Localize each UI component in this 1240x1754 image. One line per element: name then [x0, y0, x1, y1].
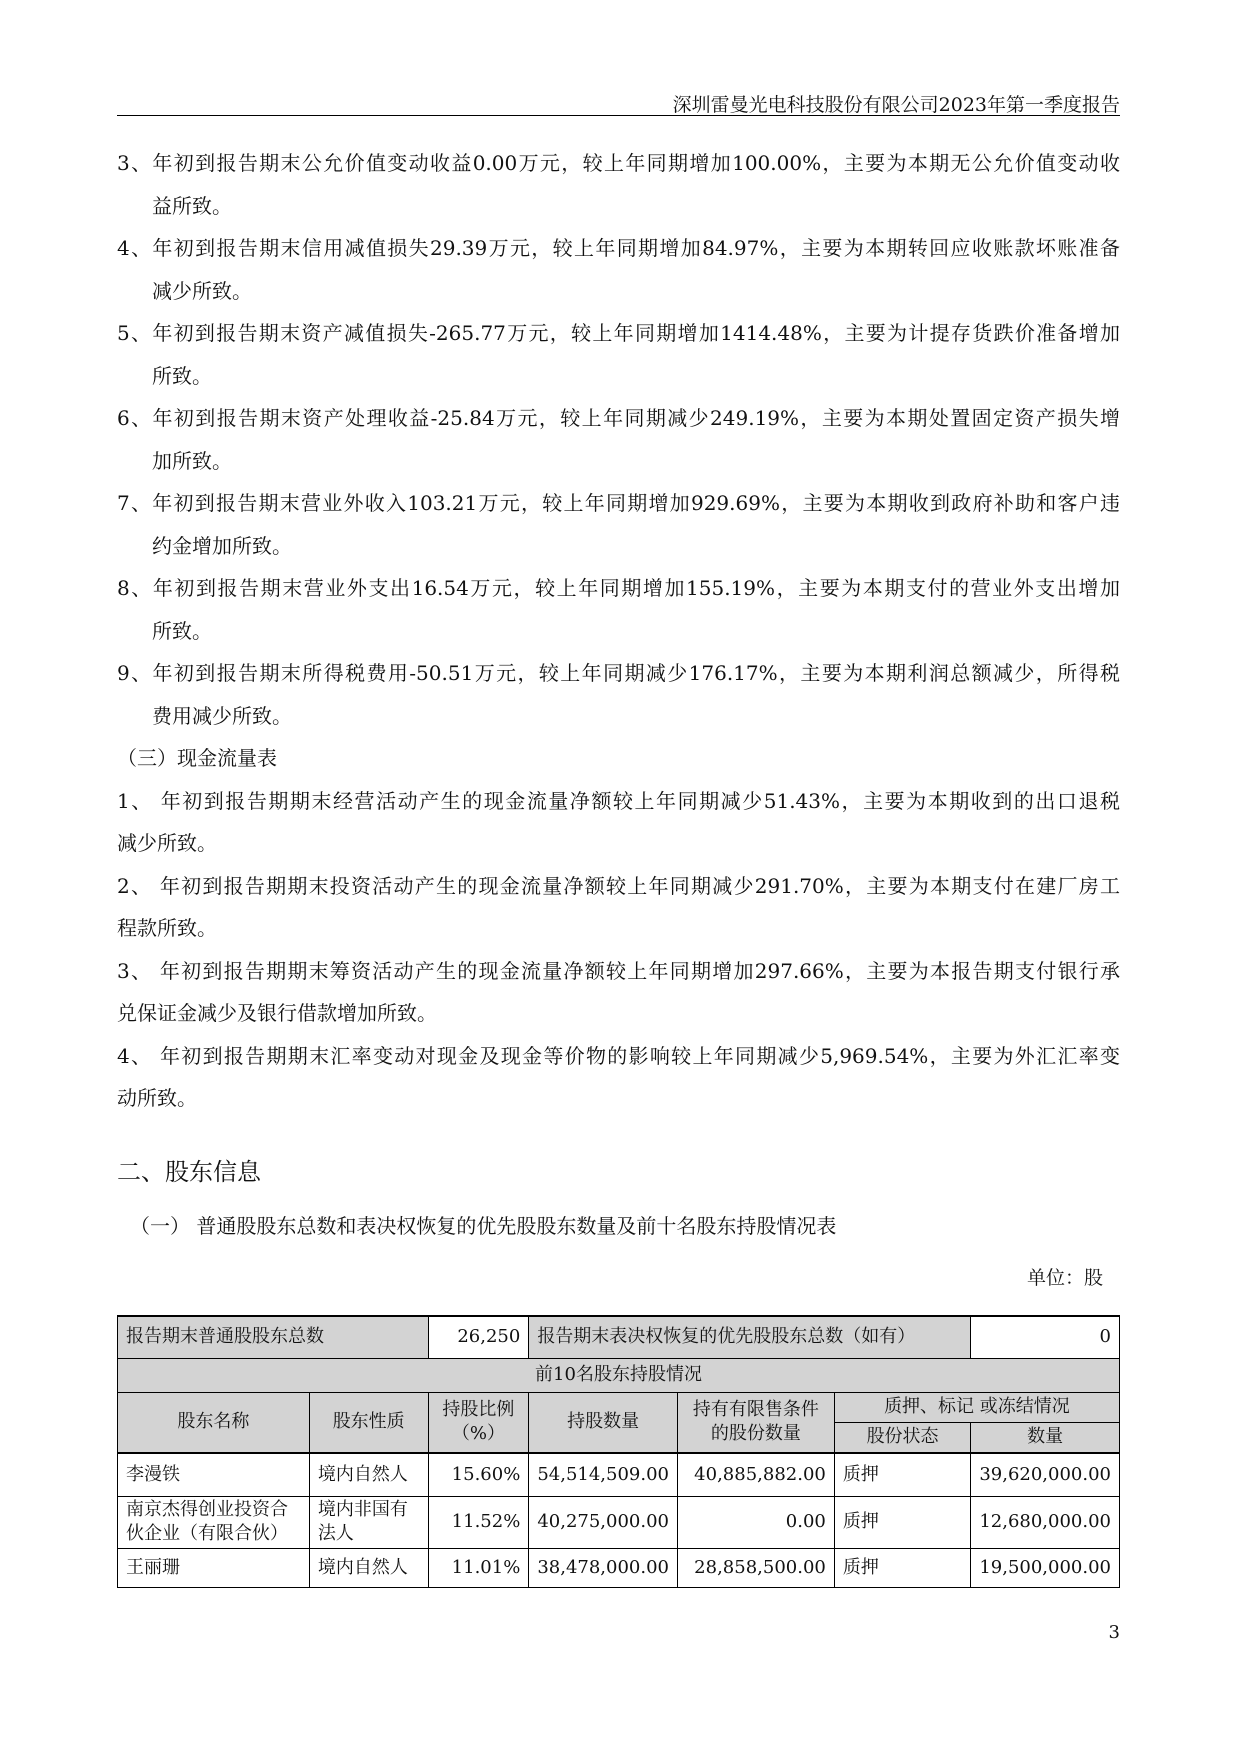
paragraph — [117, 950, 1120, 1035]
header-restricted: 持有有限售条件的股份数量 — [678, 1392, 835, 1453]
cell-restricted: 28,858,500.00 — [678, 1548, 835, 1587]
text-line: 兑保证金减少及银行借款增加所致。 — [117, 1001, 437, 1025]
text-line: 程款所致。 — [117, 916, 217, 940]
text-line: 益所致。 — [152, 193, 232, 218]
text-line: 8、年初到报告期末营业外支出16.54万元，较上年同期增加155.19%，主要为本期支付的营业外支出增加 — [117, 576, 1120, 600]
text-line: 5、年初到报告期末资产减值损失-265.77万元，较上年同期增加1414.48%，主要为计提存货跌价准备增加 — [117, 321, 1120, 345]
paragraph — [117, 652, 1120, 737]
cell-restricted: 40,885,882.00 — [678, 1453, 835, 1496]
text-line: 6、年初到报告期末资产处理收益-25.84万元，较上年同期减少249.19%，主要为本期处置固定资产损失增 — [117, 406, 1120, 430]
shareholder-table — [117, 1315, 1120, 1588]
header-status: 股份状态 — [834, 1422, 970, 1453]
paragraph — [117, 1035, 1120, 1120]
paragraph — [117, 865, 1120, 950]
text-line: 减少所致。 — [152, 278, 252, 303]
text-line: 2、 年初到报告期期末投资活动产生的现金流量净额较上年同期减少291.70%，主要为本期支付在建厂房工 — [117, 873, 1120, 898]
subsection-title: （一） 普通股股东总数和表决权恢复的优先股股东数量及前十名股东持股情况表 — [130, 1214, 837, 1238]
text-line: 3、 年初到报告期期末筹资活动产生的现金流量净额较上年同期增加297.66%，主要为本报告期支付银行承 — [117, 958, 1120, 983]
preferred-shareholders-label: 报告期末表决权恢复的优先股股东总数（如有） — [529, 1316, 971, 1358]
text-line: 4、 年初到报告期期末汇率变动对现金及现金等价物的影响较上年同期减少5,969.54%，主要为外汇汇率变 — [117, 1043, 1120, 1068]
header-qty: 数量 — [971, 1422, 1120, 1453]
table-row — [118, 1548, 1120, 1587]
text-line: 所致。 — [152, 618, 212, 643]
text-line: 4、年初到报告期末信用减值损失29.39万元，较上年同期增加84.97%，主要为本期转回应收账款坏账准备 — [117, 236, 1120, 260]
paragraph — [117, 482, 1120, 567]
paragraph — [117, 780, 1120, 865]
text-line: 1、 年初到报告期期末经营活动产生的现金流量净额较上年同期减少51.43%，主要为本期收到的出口退税 — [117, 788, 1120, 813]
header-name: 股东名称 — [118, 1392, 310, 1453]
cell-status: 质押 — [834, 1548, 970, 1587]
cell-ratio: 15.60% — [428, 1453, 529, 1496]
cell-status: 质押 — [834, 1496, 970, 1548]
body-text — [117, 142, 1120, 1120]
paragraph — [117, 227, 1120, 312]
header-nature: 股东性质 — [309, 1392, 428, 1453]
paragraph — [117, 142, 1120, 227]
text-line: 费用减少所致。 — [152, 703, 292, 728]
cell-ratio: 11.01% — [428, 1548, 529, 1587]
cell-nature: 境内自然人 — [309, 1453, 428, 1496]
cell-ratio: 11.52% — [428, 1496, 529, 1548]
text-line: （三）现金流量表 — [117, 746, 277, 770]
cell-qty: 39,620,000.00 — [971, 1453, 1120, 1496]
cell-restricted: 0.00 — [678, 1496, 835, 1548]
text-line: 所致。 — [152, 363, 212, 388]
page-header: 深圳雷曼光电科技股份有限公司2023年第一季度报告 — [672, 94, 1120, 116]
text-line: 加所致。 — [152, 448, 232, 473]
text-line: 约金增加所致。 — [152, 533, 292, 558]
header-pledge: 质押、标记 或冻结情况 — [834, 1392, 1119, 1422]
cell-shares: 54,514,509.00 — [529, 1453, 678, 1496]
paragraph — [117, 312, 1120, 397]
cell-nature: 境内非国有法人 — [309, 1496, 428, 1548]
cell-name: 王丽珊 — [118, 1548, 310, 1587]
cell-qty: 12,680,000.00 — [971, 1496, 1120, 1548]
total-shareholders-label: 报告期末普通股股东总数 — [118, 1316, 429, 1358]
text-line: 3、年初到报告期末公允价值变动收益0.00万元，较上年同期增加100.00%，主要为本期无公允价值变动收 — [117, 151, 1120, 175]
header-shares: 持股数量 — [529, 1392, 678, 1453]
text-line: 7、年初到报告期末营业外收入103.21万元，较上年同期增加929.69%，主要为本期收到政府补助和客户违 — [117, 491, 1120, 515]
table-row — [118, 1496, 1120, 1548]
total-shareholders-value: 26,250 — [428, 1316, 529, 1358]
cell-nature: 境内自然人 — [309, 1548, 428, 1587]
header-rule — [117, 115, 1120, 116]
page-number: 3 — [1108, 1622, 1120, 1643]
cell-qty: 19,500,000.00 — [971, 1548, 1120, 1587]
header-ratio: 持股比例（%） — [428, 1392, 529, 1453]
text-line: 减少所致。 — [117, 831, 217, 855]
text-line: 9、年初到报告期末所得税费用-50.51万元，较上年同期减少176.17%，主要为本期利润总额减少，所得税 — [117, 661, 1120, 685]
section-title: 二、股东信息 — [117, 1158, 261, 1186]
paragraph — [117, 397, 1120, 482]
cell-name: 李漫铁 — [118, 1453, 310, 1496]
paragraph — [117, 567, 1120, 652]
unit-label: 单位：股 — [1026, 1267, 1103, 1289]
cell-shares: 38,478,000.00 — [529, 1548, 678, 1587]
paragraph — [117, 737, 1120, 780]
table-row — [118, 1453, 1120, 1496]
cell-status: 质押 — [834, 1453, 970, 1496]
preferred-shareholders-value: 0 — [971, 1316, 1120, 1358]
cell-name: 南京杰得创业投资合伙企业（有限合伙） — [118, 1496, 310, 1548]
cell-shares: 40,275,000.00 — [529, 1496, 678, 1548]
text-line: 动所致。 — [117, 1086, 197, 1110]
top10-title: 前10名股东持股情况 — [118, 1358, 1120, 1392]
